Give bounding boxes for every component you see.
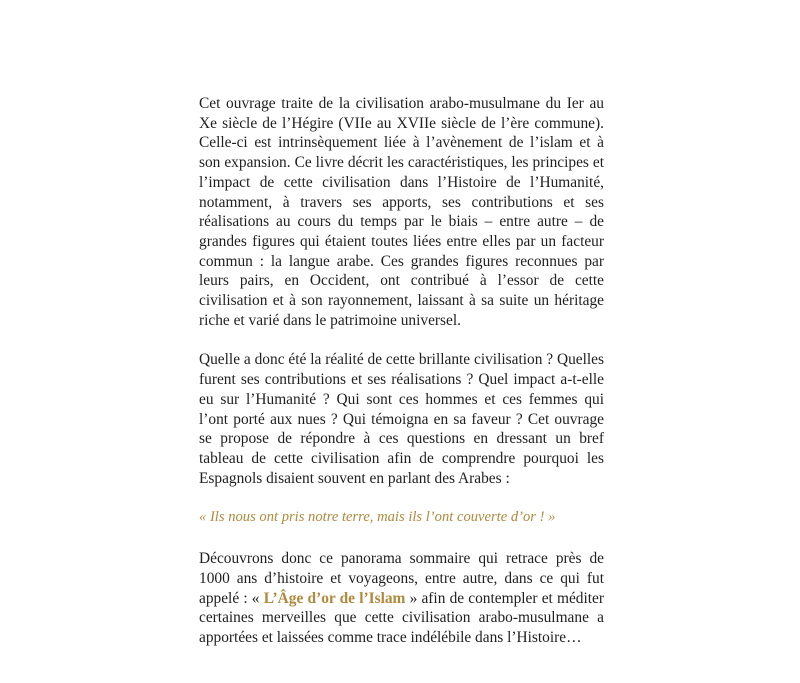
paragraph-gap	[199, 488, 604, 508]
closing-text-start: Découvrons donc ce panorama sommaire qui retrace près de 1000 ans d’histoire et voyageons, entre autre, dans ce qui fut appelé : «	[199, 550, 604, 607]
intro-paragraph: Cet ouvrage traite de la civilisation arabo-musulmane du Ier au Xe siècle de l’Hégire (VIIe au XVIIe siècle de l’ère commune). Celle-ci est intrinsèquement liée à l’avènement de l’islam et à son expansion. Ce livre décrit les caractéristiques, les principes et l’impact de cette civilisation dans l’Histoire de l’Humanité, notamment, à travers ses apports, ses contributions et ses réalisations au cours du temps par le biais – entre autre – de grandes figures qui étaient toutes liées entre elles par un facteur commun : la langue arabe. Ces grandes figures reconnues par leurs pairs, en Occident, ont contribué à l’essor de cette civilisation et à son rayonnement, laissant à sa suite un héritage riche et varié dans le patrimoine universel.	[199, 95, 604, 329]
questions-paragraph: Quelle a donc été la réalité de cette brillante civilisation ? Quelles furent ses contributions et ses réalisations ? Quel impact a-t-elle eu sur l’Humanité ? Qui sont ces hommes et ces femmes qui l’ont porté aux nues ? Qui témoigna en sa faveur ? Cet ouvrage se propose de répondre à ces questions en dressant un bref tableau de cette civilisation afin de comprendre pourquoi les Espagnols disaient souvent en parlant des Arabes :	[199, 351, 604, 487]
closing-paragraph	[199, 549, 604, 648]
book-description	[199, 94, 604, 648]
paragraph-gap	[199, 330, 604, 350]
closing-text-end: » afin de contempler et méditer certaines merveilles que cette civilisation arabo-musulmane a apportées et laissées comme trace indélébile dans l’Histoire…	[199, 589, 604, 647]
golden-age-highlight: L’Âge d’or de l’Islam	[263, 589, 406, 607]
spanish-quote: « Ils nous ont pris notre terre, mais ils l’ont couverte d’or ! »	[199, 509, 556, 526]
paragraph-gap	[199, 527, 604, 549]
